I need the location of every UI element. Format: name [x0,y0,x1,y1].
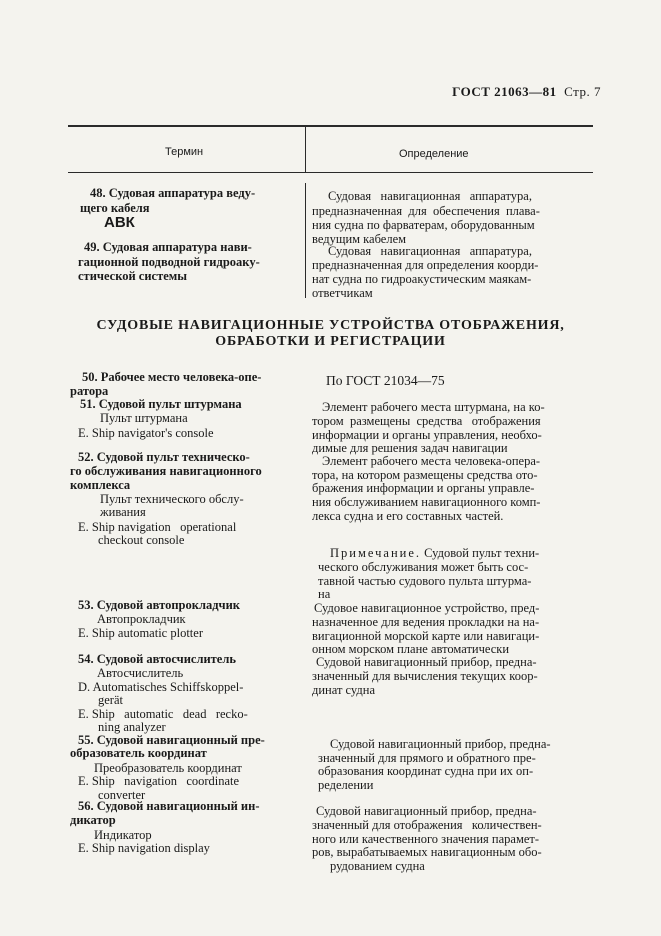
term-synonym: Преобразователь координат [94,761,242,775]
note-line: тавной частью судового пульта штурма- [318,574,532,588]
term-synonym: Пульт технического обслу- [100,492,244,506]
definition-line: информации и органы управления, необхо- [312,428,542,442]
definition-line: назначенное для ведения прокладки на на- [312,615,540,629]
definition-line: предназначенная для определения коорди- [312,258,539,272]
definition-line: ного или качественного значения парамет- [312,832,540,846]
term-foreign: E. Ship navigation display [78,841,210,855]
term-line: комплекса [70,478,131,492]
term-line: 56. Судовой навигационный ин- [78,799,260,813]
definition-line: нат судна по гидроакустическим маякам- [312,272,532,286]
term-synonym: Пульт штурмана [100,411,188,425]
term-line: ратора [70,384,109,398]
term-line: 53. Судовой автопрокладчик [78,598,240,612]
term-foreign: D. Automatisches Schiffskoppel- [78,680,244,694]
term-foreign: E. Ship automatic plotter [78,626,203,640]
term-line: 55. Судовой навигационный пре- [78,733,265,747]
column-header-definition: Определение [399,148,469,160]
term-line: 49. Судовая аппаратура нави- [84,240,252,254]
definition-line: бражения информации и органы управле- [312,481,535,495]
note-line: ческого обслуживания может быть сос- [318,560,529,574]
term-line: 51. Судовой пульт штурмана [80,397,242,411]
term-foreign: E. Ship automatic dead recko- [78,707,248,721]
definition-line: значенный для отображения количествен- [312,818,542,832]
term-line: стической системы [78,269,188,283]
term-line: гационной подводной гидроаку- [78,255,260,269]
term-line: образователь координат [70,746,207,760]
section-title: СУДОВЫЕ НАВИГАЦИОННЫЕ УСТРОЙСТВА ОТОБРАЖЕНИЯ, [96,318,565,333]
definition-line: Элемент рабочего места штурмана, на ко- [322,400,545,414]
term-synonym: живания [100,505,146,519]
term-line: 48. Судовая аппаратура веду- [90,186,256,200]
definition-line: образования координат судна при их оп- [318,764,534,778]
definition-line: Судовой навигационный прибор, предна- [316,804,537,818]
definition-line: Элемент рабочего места человека-опера- [322,454,541,468]
term-line: 50. Рабочее место человека-опе- [82,370,262,384]
definition-line: Судовая навигационная аппаратура, [328,189,532,203]
definition-line: динат судна [312,683,375,697]
definition-line: Судовой навигационный прибор, предна- [316,655,537,669]
column-divider-lower [305,183,306,298]
term-foreign: gerät [98,693,123,707]
definition-line: онном морском плане автоматически [312,642,510,656]
term-line: 54. Судовой автосчислитель [78,652,236,666]
definition-line: ния обслуживанием навигационного комп- [312,495,541,509]
term-line: го обслуживания навигационного [70,464,262,478]
term-foreign: checkout console [98,533,185,547]
standard-number: ГОСТ 21063—81 [452,84,557,99]
note-label: Примечание. [330,546,422,560]
column-header-term: Термин [165,146,204,158]
term-foreign: E. Ship navigation operational [78,520,237,534]
page-number: Стр. 7 [564,84,601,99]
definition-line: ответчикам [312,286,373,300]
term-line: дикатор [70,813,116,827]
definition-line: Судовое навигационное устройство, пред- [314,601,540,615]
page-header [452,84,601,100]
term-synonym: Индикатор [94,828,152,842]
definition-line: ров, вырабатываемых навигационным обо- [312,845,542,859]
definition-line: значенный для вычисления текущих коор- [312,669,538,683]
term-foreign: E. Ship navigator's console [78,426,214,440]
section-title: ОБРАБОТКИ И РЕГИСТРАЦИИ [215,334,446,349]
column-divider [305,125,306,173]
definition-line: Судовой навигационный прибор, предна- [330,737,551,751]
definition-line: ния судна по фарватерам, оборудованным [312,218,535,232]
term-foreign: converter [98,788,146,802]
note-line: на [318,587,331,601]
definition-line: ведущим кабелем [312,232,407,246]
note-text: Судовой пульт техни- [421,546,540,560]
definition-line: значенный для прямого и обратного пре- [318,751,536,765]
definition-line: димые для решения задач навигации [312,441,508,455]
term-foreign: E. Ship navigation coordinate [78,774,240,788]
definition-line: Судовая навигационная аппаратура, [328,244,532,258]
term-abbreviation: АВК [104,214,135,231]
definition-line: ределении [318,778,374,792]
term-line: 52. Судовой пульт техническо- [78,450,250,464]
definition-line: рудованием судна [330,859,425,873]
table-header-rule [68,172,593,173]
term-foreign: ning analyzer [98,720,166,734]
definition-line: предназначенная для обеспечения плава- [312,204,540,218]
term-synonym: Автопрокладчик [97,612,186,626]
term-line: щего кабеля [80,201,150,215]
definition-line: вигационной морской карте или навигаци- [312,629,540,643]
definition-line: лекса судна и его составных частей. [312,509,504,523]
definition-50: По ГОСТ 21034—75 [326,373,445,388]
definition-line: тора, на котором размещены средства ото- [312,468,538,482]
table-top-rule [68,125,593,127]
definition-line: тором размещены средства отображения [312,414,541,428]
term-synonym: Автосчислитель [97,666,184,680]
note-line [330,546,539,560]
